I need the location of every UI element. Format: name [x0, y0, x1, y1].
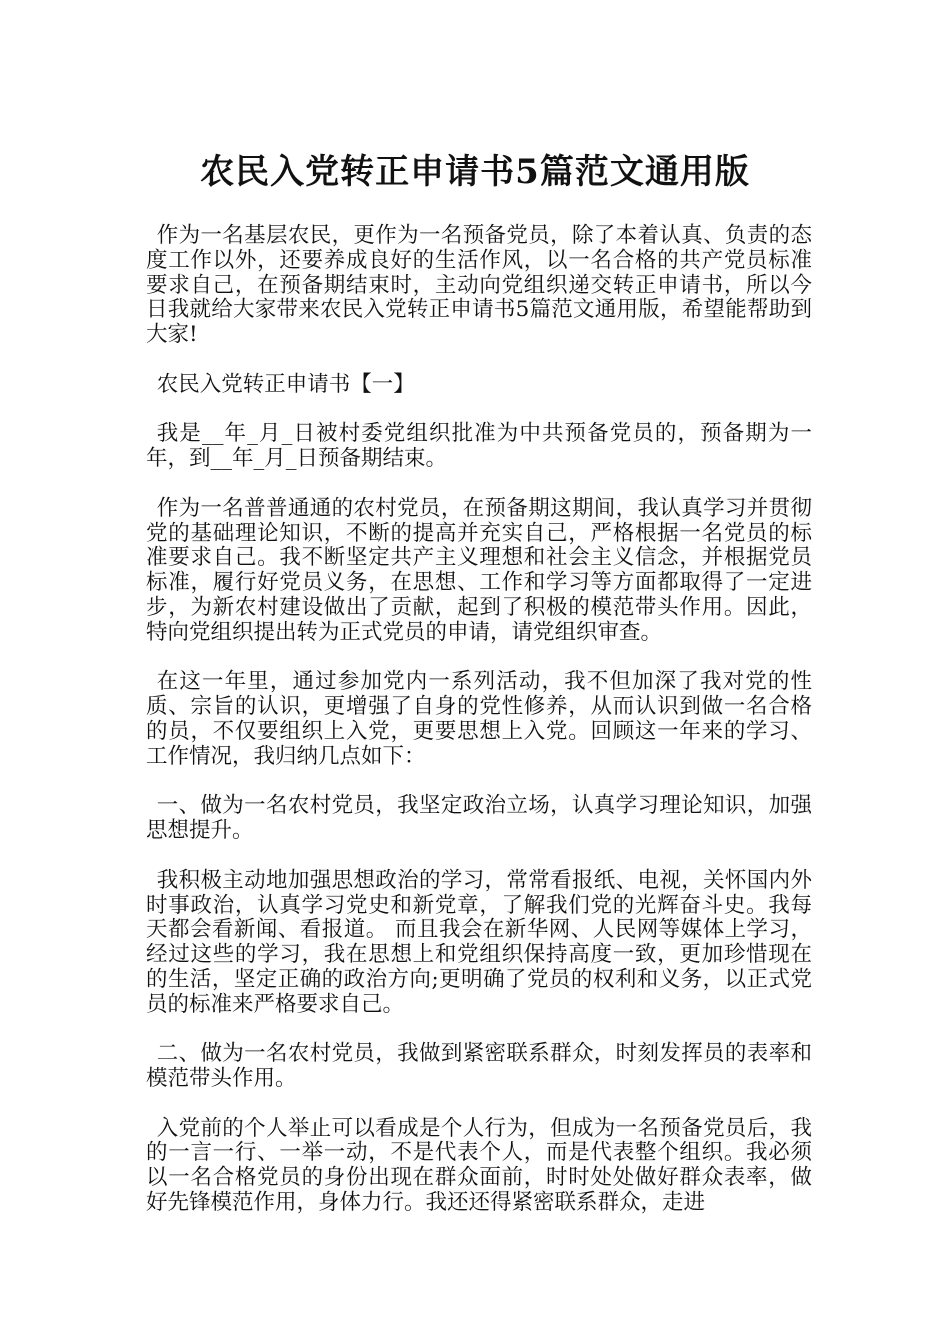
- point-heading: 一、做为一名农村党员，我坚定政治立场，认真学习理论知识，加强思想提升。: [146, 793, 812, 844]
- document-body: [146, 224, 812, 1241]
- document-title: 农民入党转正申请书5篇范文通用版: [200, 151, 750, 192]
- body-paragraph: 作为一名普普通通的农村党员，在预备期这期间，我认真学习并贯彻党的基础理论知识，不断的提高并充实自己，严格根据一名党员的标准要求自己。我不断坚定共产主义理想和社会主义信念，并根据党员标准，履行好党员义务，在思想、工作和学习等方面都取得了一定进步，为新农村建设做出了贡献，起到了积极的模范带头作用。因此，特向党组织提出转为正式党员的申请，请党组织审查。: [146, 495, 812, 645]
- point-heading: 二、做为一名农村党员，我做到紧密联系群众，时刻发挥员的表率和模范带头作用。: [146, 1041, 812, 1092]
- body-paragraph: 我积极主动地加强思想政治的学习，常常看报纸、电视，关怀国内外时事政治，认真学习党史和新党章，了解我们党的光辉奋斗史。我每天都会看新闻、看报道。 而且我会在新华网、人民网等媒体上学习，经过这些的学习，我在思想上和党组织保持高度一致，更加珍惜现在的生活，坚定正确的政治方向;更明确了党员的权利和义务，以正式党员的标准来严格要求自己。: [146, 867, 812, 1017]
- body-paragraph: 在这一年里，通过参加党内一系列活动，我不但加深了我对党的性质、宗旨的认识，更增强了自身的党性修养，从而认识到做一名合格的员，不仅要组织上入党，更要思想上入党。回顾这一年来的学习、工作情况，我归纳几点如下：: [146, 669, 812, 769]
- body-paragraph: 我是__年_月_日被村委党组织批准为中共预备党员的，预备期为一年，到__年_月_日预备期结束。: [146, 421, 812, 472]
- body-paragraph: 入党前的个人举止可以看成是个人行为，但成为一名预备党员后，我的一言一行、一举一动，不是代表个人，而是代表整个组织。我必须以一名合格党员的身份出现在群众面前，时时处处做好群众表率，做好先锋模范作用，身体力行。我还还得紧密联系群众，走进: [146, 1115, 812, 1216]
- intro-paragraph: 作为一名基层农民，更作为一名预备党员，除了本着认真、负责的态度工作以外，还要养成良好的生活作风，以一名合格的共产党员标准要求自己，在预备期结束时，主动向党组织递交转正申请书，所以今日我就给大家带来农民入党转正申请书5篇范文通用版，希望能帮助到大家!: [146, 223, 812, 348]
- section-heading: 农民入党转正申请书【一】: [156, 371, 415, 397]
